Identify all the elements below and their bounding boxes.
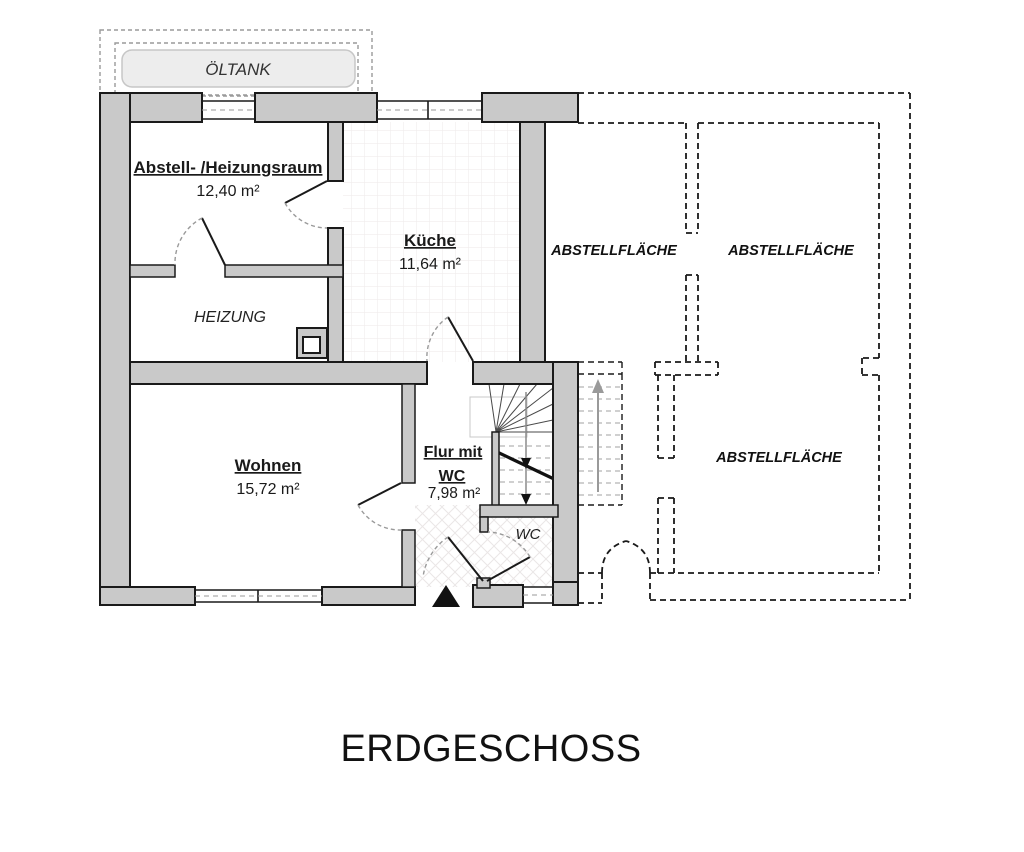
page-title: ERDGESCHOSS bbox=[340, 728, 642, 770]
exterior-staircase bbox=[578, 362, 622, 505]
wall bbox=[130, 362, 427, 384]
wall bbox=[225, 265, 343, 277]
wall bbox=[255, 93, 377, 122]
storage-lower-wall-lower-stub bbox=[658, 498, 674, 573]
wall bbox=[553, 582, 578, 605]
wall bbox=[130, 265, 175, 277]
door-leaf bbox=[202, 218, 225, 265]
oil-tank-area bbox=[100, 30, 372, 96]
wall bbox=[100, 587, 195, 605]
window bbox=[377, 101, 482, 119]
exterior-stair-treads bbox=[579, 387, 621, 495]
zone-label-heizung: HEIZUNG bbox=[194, 309, 266, 326]
room-area-kitchen: 11,64 m² bbox=[399, 256, 461, 273]
wall bbox=[328, 228, 343, 362]
storage-area-boundaries bbox=[578, 93, 910, 603]
door-swing-arc bbox=[285, 203, 327, 228]
stair-side-wall bbox=[492, 432, 499, 507]
wall bbox=[520, 122, 545, 362]
door-swing-arc bbox=[175, 218, 202, 265]
wall bbox=[480, 517, 488, 532]
room-area-living: 15,72 m² bbox=[236, 481, 300, 498]
door-leaf bbox=[285, 181, 327, 203]
wall bbox=[100, 93, 130, 605]
wall bbox=[402, 530, 415, 587]
wall bbox=[480, 505, 558, 517]
room-name-kitchen: Küche bbox=[404, 231, 456, 250]
door-swing-arc bbox=[358, 505, 402, 530]
exterior-stair-up-arrow-icon bbox=[592, 379, 604, 393]
room-area-hall: 7,98 m² bbox=[427, 485, 481, 502]
wall bbox=[482, 93, 578, 122]
room-area-storage-heating: 12,40 m² bbox=[196, 183, 260, 200]
room-name-storage-heating: Abstell- /Heizungsraum bbox=[133, 158, 323, 177]
room-name-hall-line1: Flur mit bbox=[423, 444, 483, 461]
oil-tank-label: ÖLTANK bbox=[205, 60, 271, 79]
storage-label-upper-left: ABSTELLFLÄCHE bbox=[551, 243, 677, 259]
wall bbox=[328, 122, 343, 181]
storage-entrance-double-door-swing bbox=[602, 541, 650, 603]
door-leaf bbox=[358, 483, 401, 505]
storage-lower-wall-upper-stub bbox=[658, 375, 674, 458]
chimney-symbol bbox=[297, 328, 327, 358]
storage-inner-right bbox=[862, 123, 879, 573]
storage-label-upper-right: ABSTELLFLÄCHE bbox=[728, 243, 854, 259]
storage-label-lower: ABSTELLFLÄCHE bbox=[716, 450, 842, 466]
winder-stair-treads bbox=[489, 384, 553, 432]
room-name-living: Wohnen bbox=[234, 456, 302, 475]
wall bbox=[322, 587, 415, 605]
storage-divider-t-cap bbox=[655, 362, 718, 375]
wall bbox=[402, 384, 415, 483]
wall bbox=[553, 362, 578, 605]
stair-down-arrow-icon bbox=[521, 494, 531, 505]
entrance-marker-icon bbox=[432, 585, 460, 607]
interior-staircase bbox=[470, 384, 554, 505]
room-name-hall-line2: WC bbox=[438, 468, 466, 485]
zone-label-wc: WC bbox=[515, 526, 541, 543]
storage-divider-upper bbox=[686, 123, 698, 233]
storage-divider-lower bbox=[686, 275, 698, 362]
